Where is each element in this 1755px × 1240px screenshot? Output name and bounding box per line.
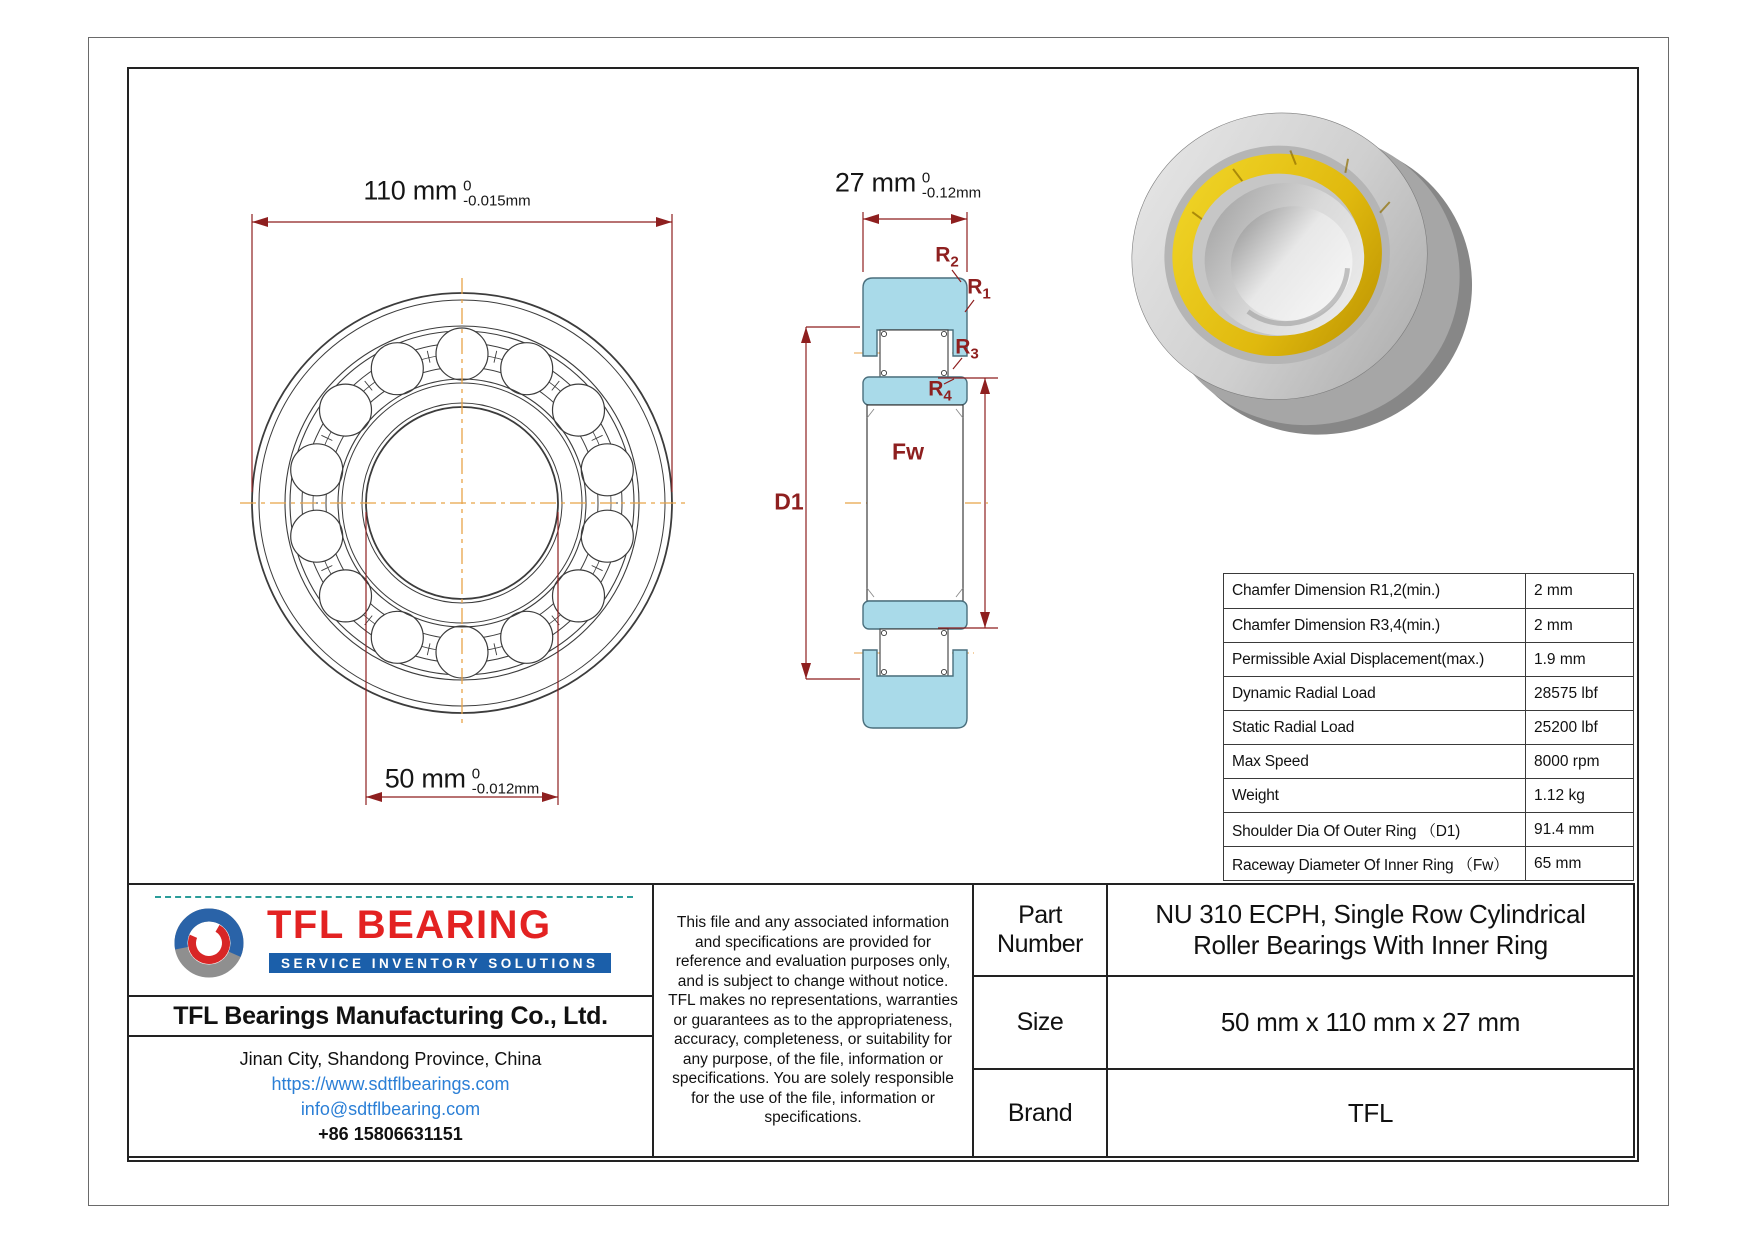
od-value: 110 mm (363, 175, 458, 206)
company-name: TFL Bearings Manufacturing Co., Ltd. (173, 1001, 608, 1030)
label-r3: $R_3$ (955, 335, 979, 363)
field-label-part-number: Part Number (997, 901, 1083, 958)
field-label-brand: Brand (1007, 1098, 1073, 1127)
table-row: Raceway Diameter Of Inner Ring （Fw） 65 mm (1224, 846, 1633, 880)
company-logo (147, 901, 639, 985)
field-label-size: Size (1016, 1008, 1064, 1036)
label-r2: $R_2$ (935, 243, 959, 271)
company-phone: +86 15806631151 (318, 1123, 463, 1144)
bore-tolerance: 0 -0.012mm (471, 765, 540, 798)
roller-bottom-section (880, 629, 948, 676)
inner-ring-bottom-section (863, 601, 967, 629)
width-tolerance: 0 -0.12mm (921, 169, 982, 202)
field-value-part-number: NU 310 ECPH, Single Row Cylindrical Roller Bearings With Inner Ring (1155, 899, 1586, 960)
disclaimer-text: This file and any associated information and specifications are provided for reference and evaluation purposes only, and is subject to change without notice. TFL makes no representations, warranties or guarantees as to the appropriateness, accuracy, completeness, or suitability for any purpose, of the file, information or specifications. You are solely responsible for the use of the file, information or specifications. (668, 914, 958, 1127)
label-fw: Fw (892, 438, 924, 465)
table-row: Shoulder Dia Of Outer Ring （D1) 91.4 mm (1224, 812, 1633, 846)
table-row: Chamfer Dimension R3,4(min.) 2 mm (1224, 608, 1633, 642)
label-r4: $R_4$ (928, 377, 952, 405)
company-website-link[interactable]: https://www.sdtflbearings.com (271, 1073, 510, 1094)
decorative-dotted-line (155, 896, 633, 898)
company-email-link[interactable]: info@sdtflbearing.com (300, 1098, 481, 1119)
label-d1: D1 (774, 488, 804, 515)
dimension-width (834, 167, 982, 202)
logo-tagline: SERVICE INVENTORY SOLUTIONS (269, 953, 611, 973)
table-row: Max Speed 8000 rpm (1224, 744, 1633, 778)
logo-wordmark: TFL BEARING (267, 903, 552, 947)
dimension-od (363, 175, 531, 210)
inner-ring-body (867, 405, 963, 601)
logo-swirl-icon (169, 903, 249, 983)
label-r1: $R_1$ (967, 275, 991, 303)
table-row: Permissible Axial Displacement(max.) 1.9 mm (1224, 642, 1633, 676)
bearing-3d-render (1101, 73, 1503, 474)
table-row: Weight 1.12 kg (1224, 778, 1633, 812)
cross-section-view (863, 278, 967, 728)
od-tolerance: 0 -0.015mm (463, 177, 531, 210)
company-contact (129, 1037, 652, 1156)
title-block (127, 883, 1635, 1158)
roller-top-section (880, 330, 948, 377)
dimension-bore (384, 763, 540, 798)
field-value-brand: TFL (1347, 1097, 1394, 1128)
width-value: 27 mm (834, 167, 916, 198)
spec-table (1223, 573, 1634, 881)
table-row: Chamfer Dimension R1,2(min.) 2 mm (1224, 574, 1633, 608)
table-row: Dynamic Radial Load 28575 lbf (1224, 676, 1633, 710)
table-row: Static Radial Load 25200 lbf (1224, 710, 1633, 744)
company-address: Jinan City, Shandong Province, China (239, 1048, 542, 1069)
bore-value: 50 mm (384, 763, 466, 794)
field-value-size: 50 mm x 110 mm x 27 mm (1220, 1007, 1521, 1037)
